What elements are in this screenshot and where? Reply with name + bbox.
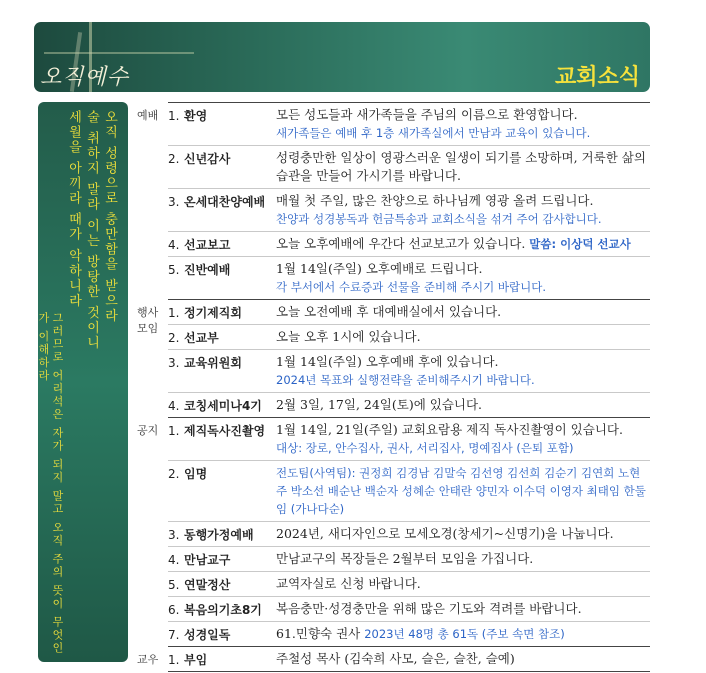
news-row [136,325,650,350]
item-description [274,103,650,146]
news-row [136,461,650,522]
item-title: 성경일독 [184,628,231,642]
item-title: 제직독사진촬영 [184,424,266,438]
item-number: 1. [168,306,180,320]
item-number: 2. [168,467,180,481]
item-description [274,572,650,597]
item-number: 1. [168,109,180,123]
news-row [136,146,650,189]
item-number: 4. [168,399,180,413]
news-row [136,393,650,418]
scripture-column-3: 오직 성령으로 충만함을 받으라 [102,110,117,324]
item-text: 교역자실로 신청 바랍니다. [276,576,421,591]
news-row [136,257,650,300]
item-description [274,647,650,672]
news-row [136,522,650,547]
item-heading [168,572,274,597]
header-banner [34,22,650,92]
item-text: 오늘 오후예배에 우간다 선교보고가 있습니다. [276,236,526,251]
item-title: 선교부 [184,331,219,345]
item-title: 부임 [184,653,208,667]
item-text: 61.민향숙 권사 [276,626,361,641]
item-note: 2023년 48명 총 61독 (주보 속면 참조) [364,627,565,641]
logo-text: 오직예수 [40,65,130,90]
item-number: 7. [168,628,180,642]
item-description [274,146,650,189]
item-description [274,547,650,572]
item-description [274,350,650,393]
item-description [274,522,650,547]
item-note: 전도팀(사역팀): 권정희 김경남 김말숙 김선영 김선희 김순기 김연희 노현주 박소선 배순난 백순자 성혜순 안태란 양민자 이수덕 이영자 최태임 한둘임 (가나다순) [276,466,646,516]
section-category: 공지 [137,423,159,437]
item-heading [168,522,274,547]
item-title: 동행가정예배 [184,528,254,542]
item-heading [168,393,274,418]
scripture-column-1: 세월을 아끼라 때가 악하니라 [66,110,81,309]
news-row [136,103,650,146]
item-note: 대상: 장로, 안수집사, 권사, 서리집사, 명예집사 (은퇴 포함) [276,441,574,455]
news-row [136,189,650,232]
item-note: 새가족들은 예배 후 1층 새가족실에서 만남과 교육이 있습니다. [276,126,591,140]
item-heading [168,232,274,257]
news-row [136,418,650,461]
item-description [274,418,650,461]
item-text: 오늘 오후 1시에 있습니다. [276,329,421,344]
section-category: 예배 [137,108,159,122]
item-title: 신년감사 [184,152,231,166]
item-number: 2. [168,152,180,166]
news-content [136,102,650,672]
item-number: 2. [168,331,180,345]
item-text: 2024년, 새디자인으로 모세오경(창세기~신명기)을 나눕니다. [276,526,614,541]
item-description [274,232,650,257]
item-heading [168,146,274,189]
item-title: 코칭세미나4기 [184,399,262,413]
item-text: 2월 3일, 17일, 24일(토)에 있습니다. [276,397,483,412]
item-note: 찬양과 성경봉독과 헌금특송과 교회소식을 섞겨 주어 감사합니다. [276,212,602,226]
news-row [136,232,650,257]
item-number: 1. [168,653,180,667]
item-heading [168,103,274,146]
item-description [274,461,650,522]
item-note: 말씀: 이상덕 선교사 [529,237,631,251]
item-title: 교육위원회 [184,356,242,370]
item-heading [168,547,274,572]
news-row [136,350,650,393]
news-row [136,300,650,325]
item-description [274,393,650,418]
item-description [274,597,650,622]
scripture-column-4: 그러므로 어리석은 자가 되지 말고 오직 주의 뜻이 무엇인가 이해하라 [37,312,64,655]
item-number: 5. [168,578,180,592]
item-title: 복음의기초8기 [184,603,262,617]
item-heading [168,350,274,393]
item-text: 만남교구의 목장들은 2월부터 모임을 가집니다. [276,551,534,566]
item-heading [168,257,274,300]
item-heading [168,300,274,325]
item-title: 온세대찬양예배 [184,195,266,209]
item-heading [168,461,274,522]
item-number: 1. [168,424,180,438]
item-description [274,325,650,350]
item-text: 1월 14일(주일) 오후예배 후에 있습니다. [276,354,499,369]
item-number: 3. [168,356,180,370]
item-description [274,300,650,325]
item-text: 복음충만·성경충만을 위해 많은 기도와 격려를 바랍니다. [276,601,582,616]
item-text: 매월 첫 주일, 많은 찬양으로 하나님께 영광 올려 드립니다. [276,193,594,208]
news-row [136,597,650,622]
item-heading [168,597,274,622]
news-table [136,102,650,672]
item-heading [168,647,274,672]
item-number: 4. [168,238,180,252]
news-row [136,547,650,572]
item-title: 정기제직회 [184,306,242,320]
item-text: 1월 14일, 21일(주일) 교회요람용 제직 독사진촬영이 있습니다. [276,422,623,437]
item-text: 1월 14일(주일) 오후예배로 드립니다. [276,261,483,276]
item-title: 임명 [184,467,208,481]
item-description [274,622,650,647]
item-title: 연말정산 [184,578,231,592]
item-number: 3. [168,528,180,542]
scripture-column-2: 술 취하지 말라 이는 방탕한 것이니 [84,110,99,351]
item-text: 주철성 목사 (김숙희 사모, 슬은, 슬찬, 슬예) [276,651,515,666]
item-description [274,189,650,232]
scripture-sidebar [38,102,128,662]
item-text: 모든 성도들과 새가족들을 주님의 이름으로 환영합니다. [276,107,578,122]
item-title: 진반예배 [184,263,231,277]
item-note: 2024년 목표와 실행전략을 준비해주시기 바랍니다. [276,373,535,387]
item-text: 성령충만한 일상이 영광스러운 일생이 되기를 소망하며, 거룩한 삶의 습관을 만들어 가시기를 바랍니다. [276,150,646,183]
cross-decoration-horizontal [44,52,194,54]
section-category: 행사 모임 [137,305,159,335]
item-heading [168,189,274,232]
item-title: 만남교구 [184,553,231,567]
item-heading [168,418,274,461]
section-category: 교우 [137,652,159,666]
item-description [274,257,650,300]
item-number: 6. [168,603,180,617]
item-heading [168,622,274,647]
news-row [136,572,650,597]
item-title: 환영 [184,109,208,123]
item-number: 5. [168,263,180,277]
page-title: 교회소식 [554,65,640,90]
item-number: 4. [168,553,180,567]
item-note: 각 부서에서 수료증과 선물을 준비해 주시기 바랍니다. [276,280,546,294]
item-title: 선교보고 [184,238,231,252]
news-row [136,647,650,672]
item-number: 3. [168,195,180,209]
item-text: 오늘 오전예배 후 대예배실에서 있습니다. [276,304,502,319]
item-heading [168,325,274,350]
news-row [136,622,650,647]
